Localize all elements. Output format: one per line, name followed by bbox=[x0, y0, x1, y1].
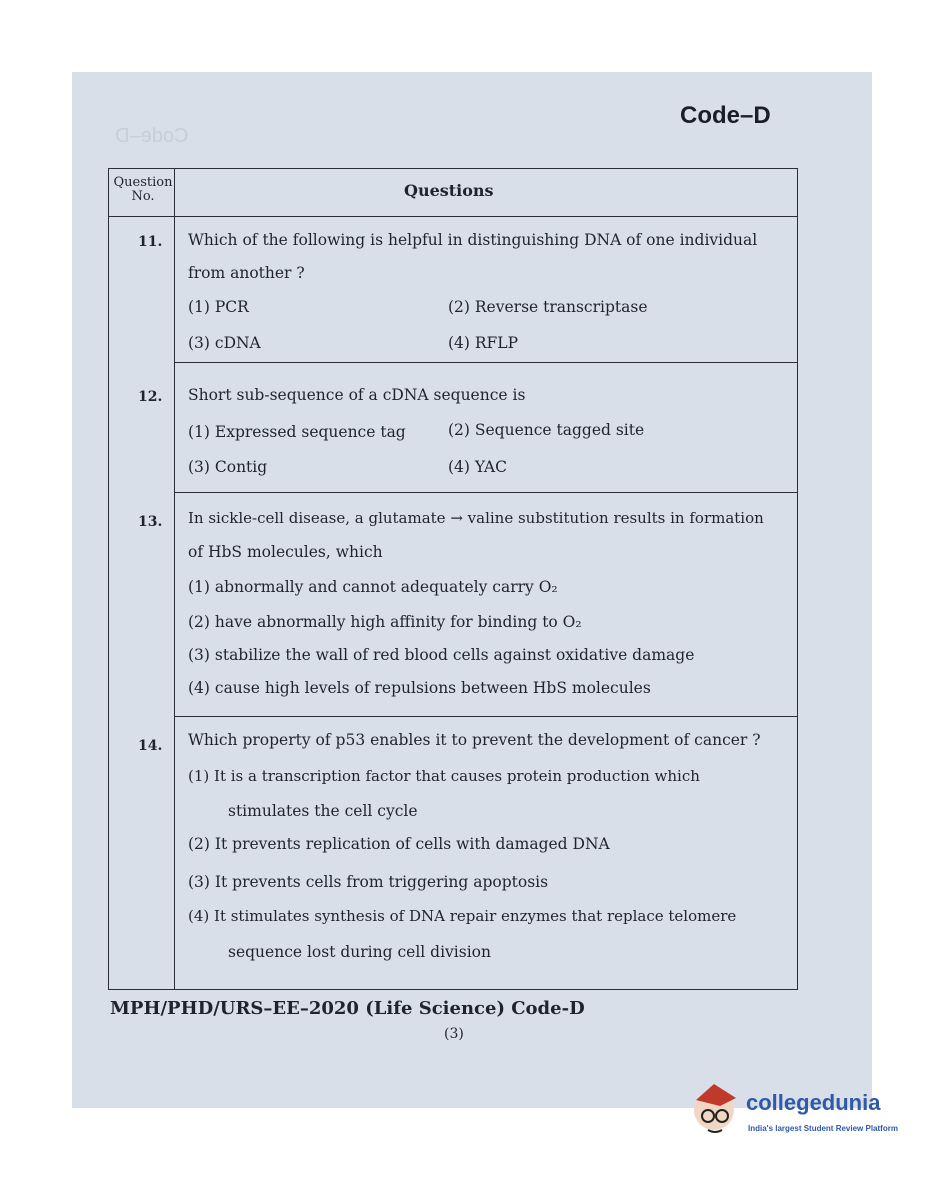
option: (1) Expressed sequence tag bbox=[188, 423, 406, 441]
question-text: Which property of p53 enables it to prevent the development of cancer ? bbox=[188, 731, 761, 749]
table-header-divider bbox=[108, 216, 798, 217]
option: sequence lost during cell division bbox=[228, 943, 491, 961]
option: (4) RFLP bbox=[448, 334, 519, 352]
column-header-question-no: Question No. bbox=[113, 175, 173, 204]
question-text: Short sub-sequence of a cDNA sequence is bbox=[188, 386, 526, 404]
option: (1) PCR bbox=[188, 298, 249, 316]
paper-title-footer: MPH/PHD/URS–EE–2020 (Life Science) Code-D bbox=[110, 998, 585, 1019]
option: (3) It prevents cells from triggering apoptosis bbox=[188, 873, 549, 891]
paper-code: Code–D bbox=[680, 102, 771, 129]
page-number: (3) bbox=[444, 1026, 464, 1042]
question-number: 13. bbox=[138, 514, 163, 530]
option: (3) Contig bbox=[188, 458, 268, 476]
option: (4) It stimulates synthesis of DNA repair enzymes that replace telomere bbox=[188, 907, 737, 925]
question-number: 14. bbox=[138, 738, 163, 754]
option: (2) Reverse transcriptase bbox=[448, 298, 648, 316]
option: stimulates the cell cycle bbox=[228, 802, 418, 820]
bleed-through-text: Code–D bbox=[115, 125, 189, 147]
question-text: from another ? bbox=[188, 264, 305, 282]
row-divider bbox=[174, 362, 798, 363]
question-number: 12. bbox=[138, 389, 163, 405]
brand-tagline: India's largest Student Review Platform bbox=[748, 1124, 898, 1133]
question-text: Which of the following is helpful in distinguishing DNA of one individual bbox=[188, 231, 758, 249]
column-header-questions: Questions bbox=[404, 181, 494, 200]
option: (2) It prevents replication of cells with damaged DNA bbox=[188, 835, 610, 853]
question-text: of HbS molecules, which bbox=[188, 543, 383, 561]
option: (4) YAC bbox=[448, 458, 507, 476]
option: (1) abnormally and cannot adequately carry O₂ bbox=[188, 578, 558, 596]
question-text: In sickle-cell disease, a glutamate → valine substitution results in formation bbox=[188, 509, 764, 527]
option: (3) cDNA bbox=[188, 334, 261, 352]
option: (2) Sequence tagged site bbox=[448, 421, 645, 439]
option: (3) stabilize the wall of red blood cells against oxidative damage bbox=[188, 646, 695, 664]
option: (4) cause high levels of repulsions between HbS molecules bbox=[188, 679, 651, 697]
question-number: 11. bbox=[138, 234, 163, 250]
row-divider bbox=[174, 716, 798, 717]
table-column-divider bbox=[174, 168, 175, 990]
option: (2) have abnormally high affinity for binding to O₂ bbox=[188, 613, 582, 631]
row-divider bbox=[174, 492, 798, 493]
brand-name: collegedunia bbox=[746, 1090, 881, 1115]
option: (1) It is a transcription factor that causes protein production which bbox=[188, 767, 700, 785]
